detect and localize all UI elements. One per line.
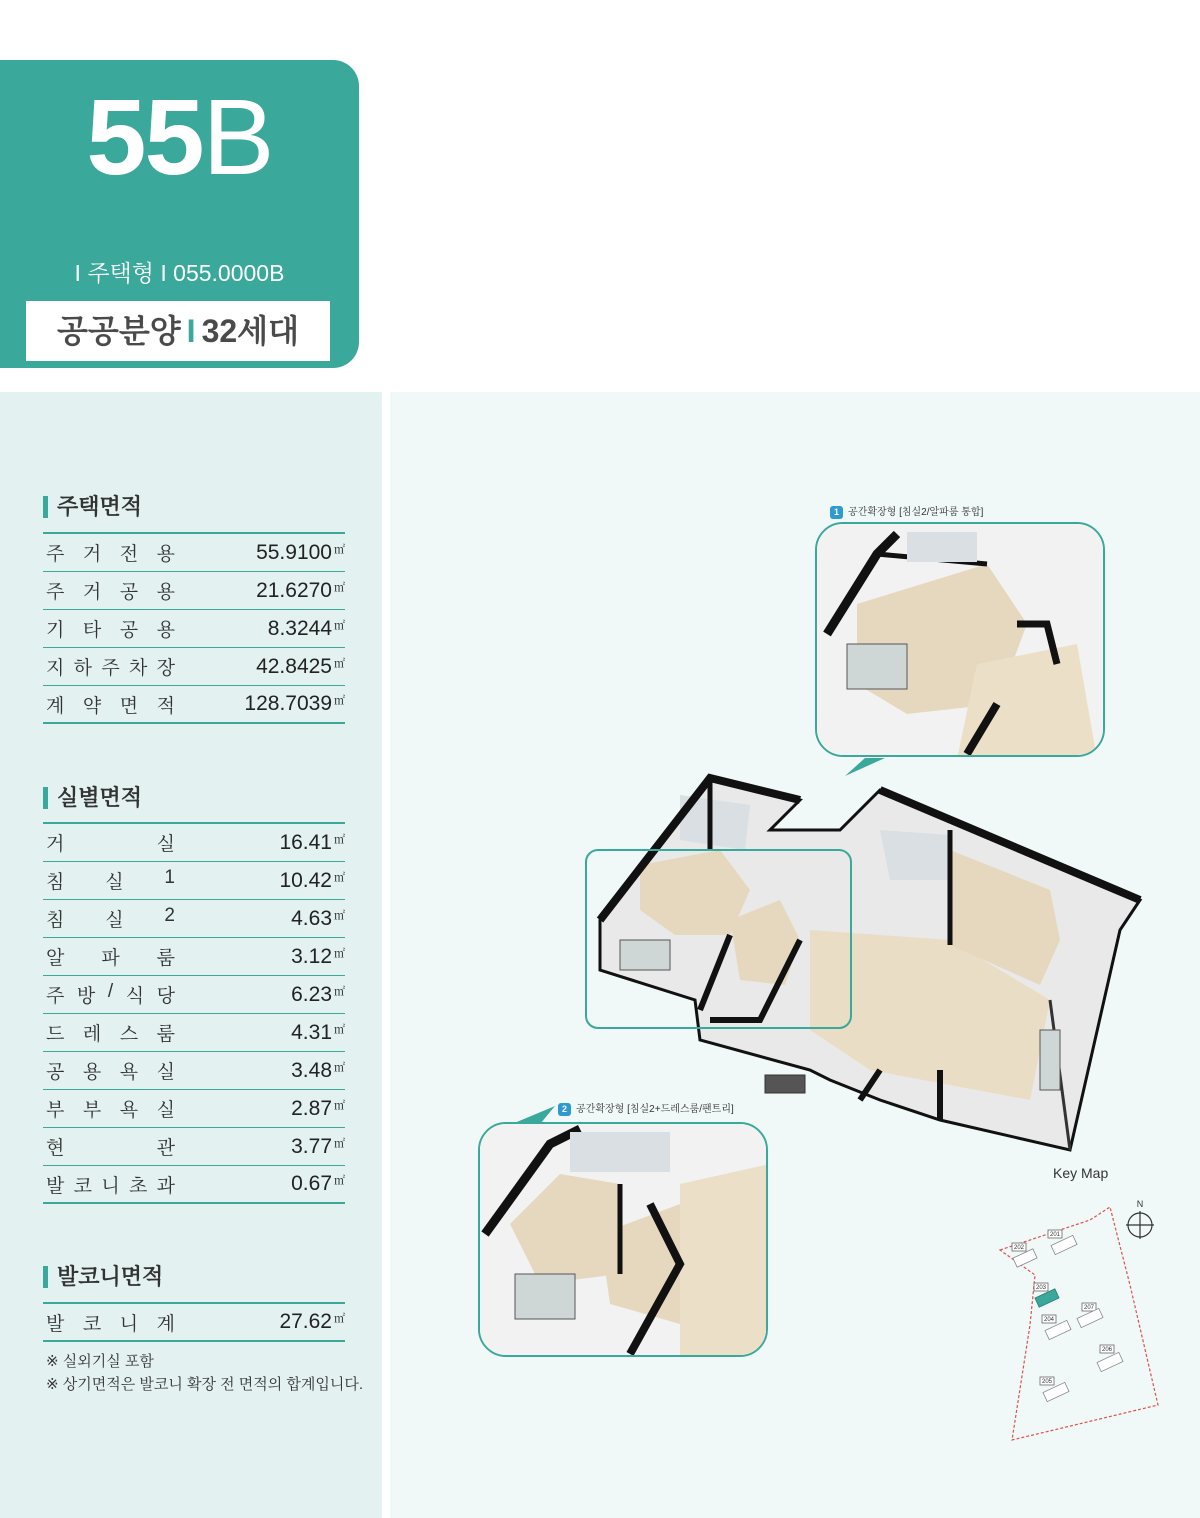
area-row <box>43 1052 345 1090</box>
callout-2-image <box>478 1122 768 1357</box>
area-value: 3.12 ㎡ <box>291 944 345 968</box>
area-row <box>43 1014 345 1052</box>
keymap-building <box>1040 1377 1069 1402</box>
callout-2-number: 2 <box>558 1103 571 1116</box>
area-label: 주 거 전 용 <box>46 544 175 565</box>
unit-type-code: I 주택형 I 055.0000B <box>74 260 285 286</box>
area-row <box>43 686 345 724</box>
callout-1-image <box>815 522 1105 757</box>
area-value: 6.23 ㎡ <box>291 982 345 1006</box>
supply-separator: I <box>186 313 196 349</box>
unit-type-letter: B <box>202 76 273 197</box>
area-value: 4.31 ㎡ <box>291 1020 345 1044</box>
svg-text:202: 202 <box>1013 1245 1025 1251</box>
callout-2-text: 공간확장형 [침실2+드레스룸/팬트리] <box>576 1104 734 1115</box>
room-area-title: 실별면적 <box>43 785 142 811</box>
area-value: 3.48 ㎡ <box>291 1058 345 1082</box>
housing-area-title: 주택면적 <box>43 494 142 520</box>
footnotes <box>46 1350 363 1396</box>
area-row <box>43 1090 345 1128</box>
footnote: ※ 실외기실 포함 <box>46 1353 154 1370</box>
callout-1-label <box>830 506 983 520</box>
area-label: 부 부 욕 실 <box>46 1100 175 1121</box>
area-label: 알 파 룸 <box>46 948 175 969</box>
area-label: 기 타 공 용 <box>46 620 175 641</box>
svg-text:204: 204 <box>1043 1317 1055 1323</box>
area-row <box>43 610 345 648</box>
callout-floor <box>680 1164 768 1357</box>
area-row <box>43 648 345 686</box>
plan-window <box>620 940 670 970</box>
north-label: N <box>1136 1199 1144 1209</box>
callout-window <box>847 644 907 689</box>
unit-type-number: 55 <box>86 76 203 197</box>
callout-2-illustration <box>480 1124 768 1357</box>
callout-1-illustration <box>817 524 1105 757</box>
area-label: 침 실 1 <box>46 867 175 893</box>
area-label: 계 약 면 적 <box>46 695 175 717</box>
area-label: 발 코 니 계 <box>46 1313 175 1335</box>
area-row <box>43 824 345 862</box>
area-label: 주 거 공 용 <box>46 582 175 603</box>
area-value: 4.63 ㎡ <box>291 906 345 930</box>
callout-2-label <box>558 1103 734 1117</box>
keymap-building-highlight <box>1034 1283 1059 1307</box>
area-value: 42.8425 ㎡ <box>256 654 345 678</box>
area-label: 공 용 욕 실 <box>46 1062 175 1083</box>
svg-text:206: 206 <box>1101 1347 1113 1353</box>
svg-text:205: 205 <box>1041 1379 1053 1385</box>
area-row <box>43 976 345 1014</box>
area-label: 드 레 스 룸 <box>46 1024 175 1045</box>
area-value: 128.7039 ㎡ <box>244 692 345 715</box>
plan-floor-bath <box>880 830 950 880</box>
keymap <box>990 1195 1165 1445</box>
area-label: 지 하 주 차 장 <box>46 658 175 679</box>
supply-label: 공공분양 <box>57 313 181 349</box>
callout-1-text: 공간확장형 [침실2/알파룸 통합] <box>848 507 984 518</box>
keymap-building <box>1097 1345 1123 1372</box>
area-value: 2.87 ㎡ <box>291 1096 345 1120</box>
area-label: 현 관 <box>46 1138 175 1159</box>
balcony-area-title: 발코니면적 <box>43 1264 163 1290</box>
housing-area-table <box>43 532 345 724</box>
area-row <box>43 1166 345 1204</box>
room-area-table <box>43 822 345 1204</box>
area-row <box>43 900 345 938</box>
area-label: 주 방 / 식 당 <box>46 981 175 1007</box>
callout-window <box>515 1274 575 1319</box>
area-row <box>43 938 345 976</box>
area-row <box>43 572 345 610</box>
area-row <box>43 534 345 572</box>
callout-bath <box>570 1132 670 1172</box>
callout-1-number: 1 <box>830 506 843 519</box>
north-compass-icon <box>1126 1199 1154 1239</box>
area-value: 21.6270 ㎡ <box>256 578 345 602</box>
area-label: 거 실 <box>46 834 175 855</box>
area-value: 55.9100 ㎡ <box>256 540 345 564</box>
unit-type-badge <box>0 60 359 368</box>
keymap-building <box>1012 1243 1037 1267</box>
keymap-building <box>1048 1230 1077 1255</box>
keymap-title: Key Map <box>1053 1165 1109 1181</box>
svg-text:203: 203 <box>1035 1285 1047 1291</box>
svg-text:207: 207 <box>1083 1305 1095 1311</box>
balcony-area-table <box>43 1302 345 1342</box>
svg-text:201: 201 <box>1049 1232 1061 1238</box>
keymap-building <box>1077 1303 1103 1328</box>
supply-box <box>26 301 330 361</box>
area-value: 3.77 ㎡ <box>291 1134 345 1158</box>
unit-type-title <box>0 72 359 202</box>
area-value: 8.3244 ㎡ <box>267 616 345 640</box>
area-row <box>43 862 345 900</box>
area-value: 27.62 ㎡ <box>279 1310 345 1333</box>
area-row <box>43 1128 345 1166</box>
area-value: 10.42 ㎡ <box>279 868 345 892</box>
plan-window <box>765 1075 805 1093</box>
plan-window <box>1040 1030 1060 1090</box>
footnote: ※ 상기면적은 발코니 확장 전 면적의 합계입니다. <box>46 1376 364 1393</box>
callout-1-pointer <box>840 756 890 780</box>
callout-bath <box>907 532 977 562</box>
area-row <box>43 1304 345 1342</box>
area-label: 발 코 니 초 과 <box>46 1175 175 1197</box>
area-label: 침 실 2 <box>46 905 175 931</box>
keymap-building <box>1042 1315 1071 1340</box>
area-value: 0.67 ㎡ <box>291 1172 345 1195</box>
area-value: 16.41 ㎡ <box>279 830 345 854</box>
supply-count: 32세대 <box>201 313 299 349</box>
